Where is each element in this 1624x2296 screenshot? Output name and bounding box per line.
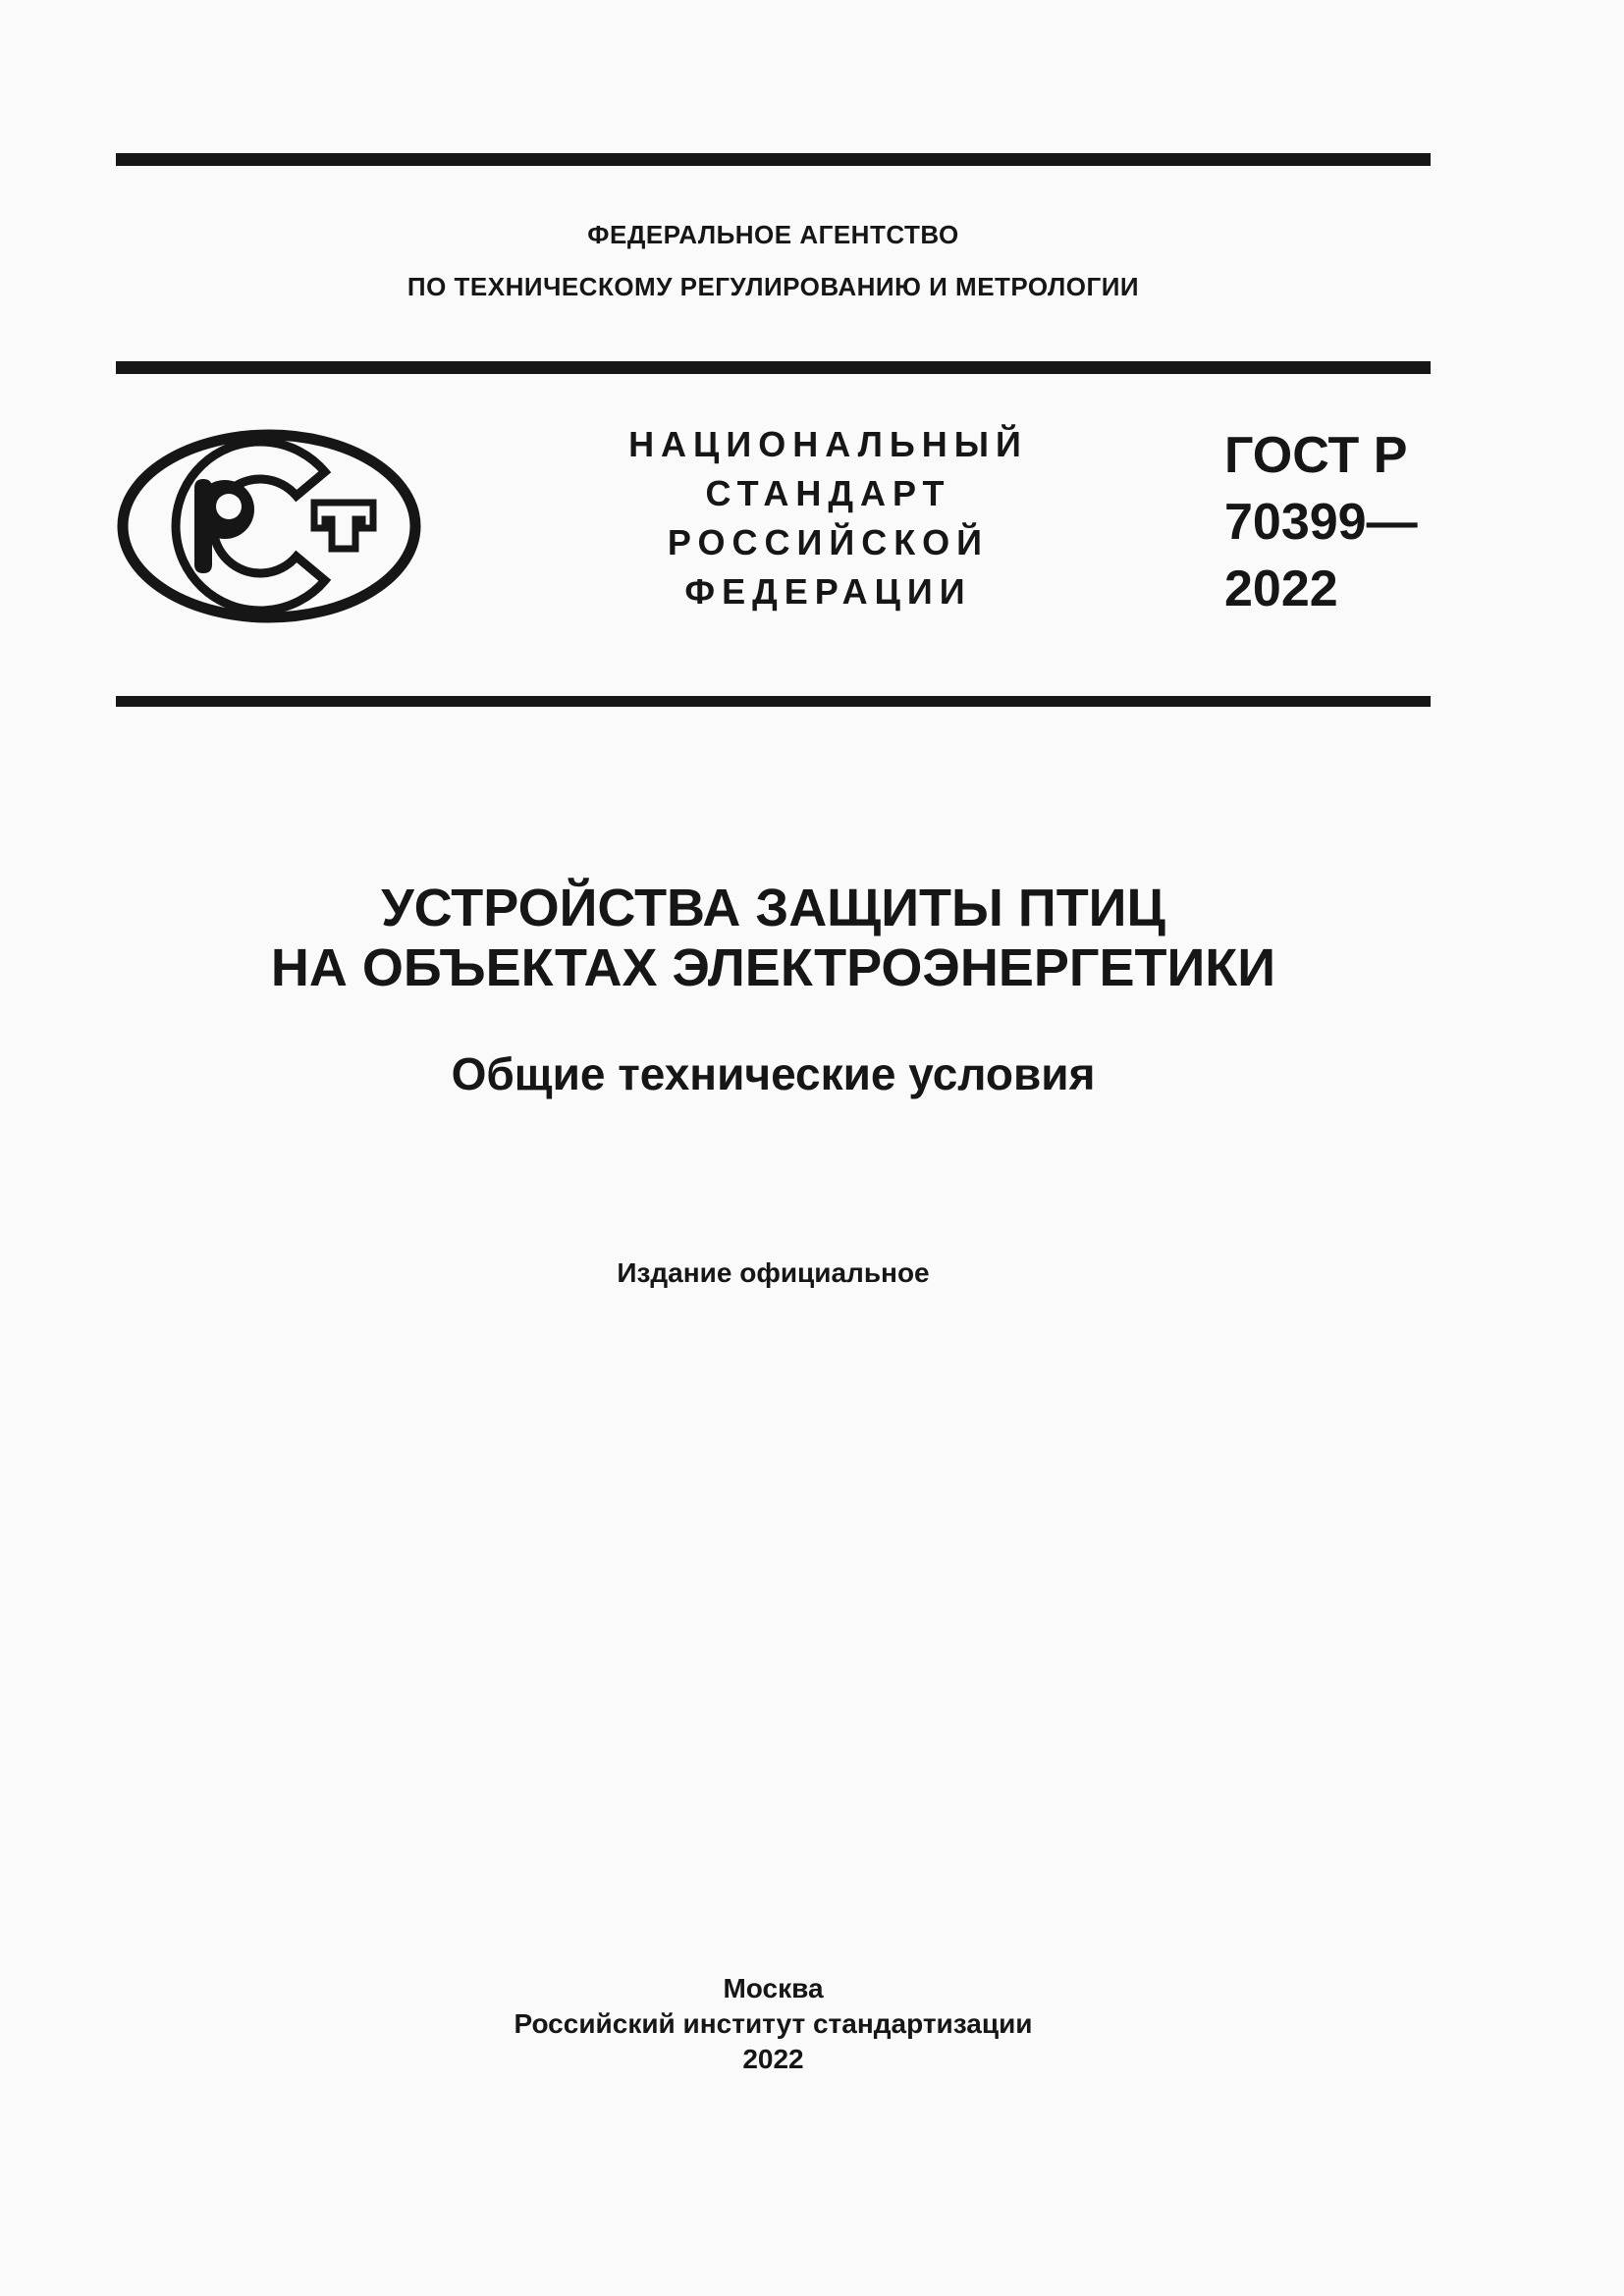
- imprint-publisher: Российский институт стандартизации: [514, 2008, 1033, 2039]
- document-subtitle: Общие технические условия: [451, 1048, 1096, 1099]
- imprint-block: [116, 1971, 1431, 2077]
- edition-note: Издание официальное: [617, 1257, 930, 1288]
- rst-logo-icon: [115, 427, 423, 625]
- designation-line-2: 70399—: [1224, 494, 1418, 551]
- standard-designation: [1224, 422, 1418, 622]
- imprint-city: Москва: [723, 1973, 824, 2003]
- document-title-line-2: НА ОБЪЕКТАХ ЭЛЕКТРОЭНЕРГЕТИКИ: [270, 938, 1276, 997]
- designation-line-3: 2022: [1224, 561, 1338, 617]
- standard-type-line-2: СТАНДАРТ: [705, 473, 951, 513]
- imprint-year: 2022: [742, 2044, 804, 2074]
- standard-type-line-4: ФЕДЕРАЦИИ: [684, 571, 972, 612]
- document-title: [116, 879, 1431, 998]
- horizontal-rule-lower: [116, 696, 1431, 707]
- designation-line-1: ГОСТ Р: [1224, 427, 1408, 484]
- agency-line-2: ПО ТЕХНИЧЕСКОМУ РЕГУЛИРОВАНИЮ И МЕТРОЛОГИИ: [406, 272, 1140, 301]
- agency-heading: [116, 209, 1431, 313]
- standard-type-heading: [528, 420, 1121, 616]
- agency-line-1: ФЕДЕРАЛЬНОЕ АГЕНТСТВО: [587, 220, 959, 249]
- standard-type-line-1: НАЦИОНАЛЬНЫЙ: [628, 424, 1028, 464]
- standard-type-line-3: РОССИЙСКОЙ: [667, 522, 990, 562]
- document-title-line-1: УСТРОЙСТВА ЗАЩИТЫ ПТИЦ: [381, 879, 1165, 937]
- horizontal-rule-top: [116, 153, 1431, 166]
- horizontal-rule-middle: [116, 361, 1431, 374]
